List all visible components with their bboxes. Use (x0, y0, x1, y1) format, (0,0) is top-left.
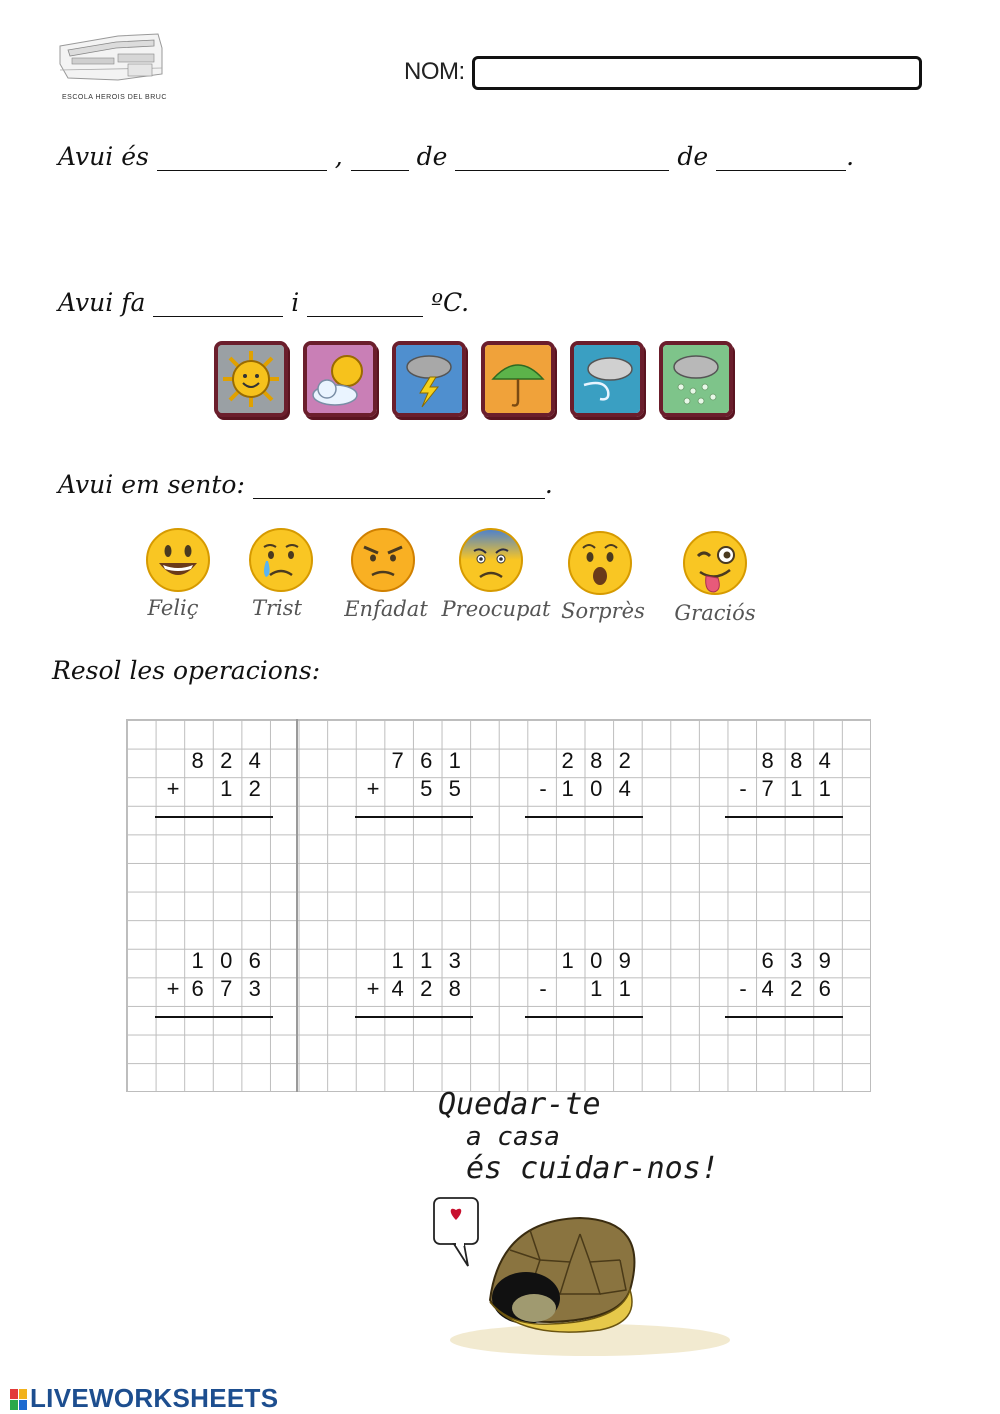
operation (525, 748, 639, 828)
storm-icon[interactable] (392, 341, 466, 417)
emotion-label-happy: Feliç (147, 596, 199, 620)
weather-line (58, 288, 469, 317)
bottom-digit: 8 (448, 976, 461, 1001)
top-digit: 1 (391, 948, 404, 973)
day-input[interactable] (351, 149, 409, 171)
temperature-unit: ºC. (431, 288, 470, 317)
illustration-line-1: Quedar-te (438, 1087, 601, 1122)
bottom-digit: 2 (790, 976, 803, 1001)
date-de-2: de (677, 142, 709, 171)
bottom-digit: 5 (448, 776, 461, 801)
bottom-digit: 2 (248, 776, 261, 801)
top-digit: 2 (618, 748, 631, 773)
emotion-label-surprised: Sorprès (561, 599, 645, 623)
top-digit: 1 (448, 748, 461, 773)
operation (155, 748, 269, 828)
top-digit: 8 (191, 748, 204, 773)
top-digit: 8 (590, 748, 603, 773)
top-digit: 6 (248, 948, 261, 973)
bottom-digit: 3 (248, 976, 261, 1001)
school-name: ESCOLA HEROIS DEL BRUC (62, 94, 167, 101)
date-end: . (846, 142, 855, 171)
feeling-end: . (544, 470, 553, 499)
top-digit: 2 (561, 748, 574, 773)
surprised-face-icon[interactable] (567, 530, 633, 596)
bottom-digit: 1 (818, 776, 831, 801)
operator-sign: + (166, 776, 180, 801)
result-rule (155, 816, 273, 818)
date-line (58, 142, 854, 171)
weather-input[interactable] (153, 295, 283, 317)
operation (525, 948, 639, 1028)
turtle-shell-icon (430, 1190, 730, 1365)
illustration-line-3: és cuidar-nos! (466, 1151, 719, 1186)
bottom-digit: 1 (790, 776, 803, 801)
result-rule (155, 1016, 273, 1018)
result-rule (355, 816, 473, 818)
bottom-digit: 5 (420, 776, 433, 801)
answer-input[interactable] (525, 1022, 643, 1050)
date-de-1: de (416, 142, 448, 171)
rain-umbrella-icon[interactable] (481, 341, 555, 417)
bottom-digit: 7 (220, 976, 233, 1001)
top-digit: 8 (790, 748, 803, 773)
bottom-digit: 6 (818, 976, 831, 1001)
top-digit: 6 (761, 948, 774, 973)
year-input[interactable] (716, 149, 846, 171)
answer-input[interactable] (525, 822, 643, 850)
bottom-digit: 4 (618, 776, 631, 801)
weather-icons-row (214, 341, 733, 417)
top-digit: 3 (448, 948, 461, 973)
wind-icon[interactable] (570, 341, 644, 417)
weather-prefix: Avui fa (58, 288, 146, 317)
operations-title: Resol les operacions: (52, 656, 321, 685)
result-rule (725, 816, 843, 818)
operator-sign: - (539, 976, 547, 1001)
school-logo (58, 28, 168, 106)
sun-cloud-icon[interactable] (303, 341, 377, 417)
bottom-digit: 1 (220, 776, 233, 801)
sad-face-icon[interactable] (248, 527, 314, 593)
operation (355, 748, 469, 828)
operator-sign: + (366, 776, 380, 801)
operation (725, 748, 839, 828)
top-digit: 3 (790, 948, 803, 973)
answer-input[interactable] (155, 822, 273, 850)
emotion-label-sad: Trist (252, 596, 302, 620)
emotion-label-funny: Graciós (674, 601, 756, 625)
name-input[interactable] (472, 56, 922, 90)
top-digit: 6 (420, 748, 433, 773)
winking-tongue-face-icon[interactable] (682, 530, 748, 596)
bottom-digit: 1 (590, 976, 603, 1001)
brand-name: LIVEWORKSHEETS (30, 1383, 279, 1413)
bottom-digit: 2 (420, 976, 433, 1001)
name-label: NOM: (404, 58, 465, 85)
bottom-digit: 1 (618, 976, 631, 1001)
worried-face-icon[interactable] (458, 527, 524, 593)
grid-divider (296, 719, 298, 1092)
top-digit: 9 (618, 948, 631, 973)
temperature-input[interactable] (307, 295, 423, 317)
answer-input[interactable] (725, 822, 843, 850)
bottom-digit: 7 (761, 776, 774, 801)
feeling-line (58, 470, 553, 499)
happy-face-icon[interactable] (145, 527, 211, 593)
stay-home-illustration (430, 1080, 730, 1370)
answer-input[interactable] (155, 1022, 273, 1050)
operator-sign: - (739, 776, 747, 801)
month-input[interactable] (455, 149, 669, 171)
bottom-digit: 0 (590, 776, 603, 801)
result-rule (525, 816, 643, 818)
top-digit: 4 (248, 748, 261, 773)
bottom-digit: 4 (391, 976, 404, 1001)
weekday-input[interactable] (157, 149, 327, 171)
top-digit: 8 (761, 748, 774, 773)
sun-icon[interactable] (214, 341, 288, 417)
operation (725, 948, 839, 1028)
bottom-digit: 6 (191, 976, 204, 1001)
top-digit: 1 (191, 948, 204, 973)
answer-input[interactable] (355, 822, 473, 850)
result-rule (525, 1016, 643, 1018)
top-digit: 1 (561, 948, 574, 973)
bottom-digit: 1 (561, 776, 574, 801)
operator-sign: + (366, 976, 380, 1001)
hail-icon[interactable] (659, 341, 733, 417)
date-comma: , (334, 142, 343, 171)
emotion-label-angry: Enfadat (344, 597, 428, 621)
top-digit: 0 (590, 948, 603, 973)
result-rule (355, 1016, 473, 1018)
top-digit: 7 (391, 748, 404, 773)
result-rule (725, 1016, 843, 1018)
top-digit: 1 (420, 948, 433, 973)
top-digit: 4 (818, 748, 831, 773)
building-icon (58, 28, 168, 94)
top-digit: 0 (220, 948, 233, 973)
liveworksheets-logo[interactable] (10, 1383, 278, 1414)
operation (355, 948, 469, 1028)
operation (155, 948, 269, 1028)
bottom-digit: 4 (761, 976, 774, 1001)
operator-sign: - (539, 776, 547, 801)
top-digit: 9 (818, 948, 831, 973)
weather-conj: i (291, 288, 300, 317)
answer-input[interactable] (355, 1022, 473, 1050)
date-prefix: Avui és (58, 142, 149, 171)
top-digit: 2 (220, 748, 233, 773)
feeling-input[interactable] (253, 477, 545, 499)
brand-mark-icon (10, 1389, 28, 1411)
angry-face-icon[interactable] (350, 527, 416, 593)
feeling-prefix: Avui em sento: (58, 470, 245, 499)
emotion-label-worried: Preocupat (441, 597, 551, 621)
answer-input[interactable] (725, 1022, 843, 1050)
operator-sign: + (166, 976, 180, 1001)
operator-sign: - (739, 976, 747, 1001)
illustration-line-2: a casa (466, 1122, 560, 1152)
